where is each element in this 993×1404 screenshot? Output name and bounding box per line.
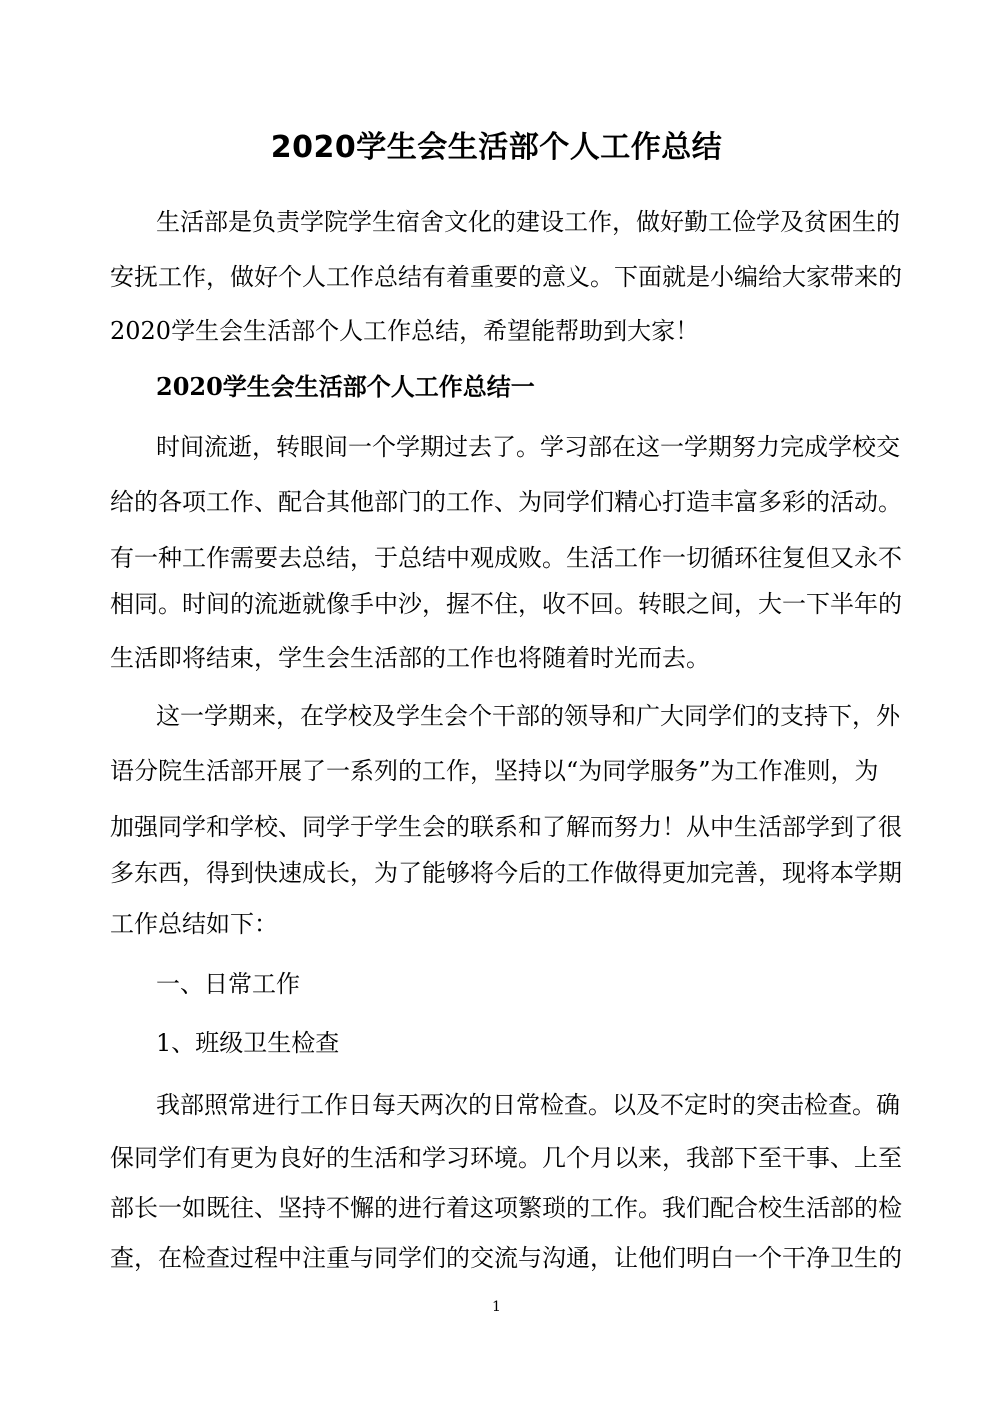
paragraph-line: 时间流逝，转眼间一个学期过去了。学习部在这一学期努力完成学校交 bbox=[156, 433, 900, 461]
paragraph-line: 有一种工作需要去总结，于总结中观成败。生活工作一切循环往复但又永不 bbox=[110, 544, 902, 572]
intro-line: 2020学生会生活部个人工作总结，希望能帮助到大家！ bbox=[110, 317, 700, 345]
paragraph-line: 我部照常进行工作日每天两次的日常检查。以及不定时的突击检查。确 bbox=[156, 1091, 900, 1119]
paragraph-line: 这一学期来，在学校及学生会个干部的领导和广大同学们的支持下，外 bbox=[156, 702, 900, 730]
paragraph-line: 生活即将结束，学生会生活部的工作也将随着时光而去。 bbox=[110, 644, 710, 672]
intro-line: 安抚工作，做好个人工作总结有着重要的意义。下面就是小编给大家带来的 bbox=[110, 263, 902, 291]
paragraph-line: 保同学们有更为良好的生活和学习环境。几个月以来，我部下至干事、上至 bbox=[110, 1144, 902, 1172]
intro-line: 生活部是负责学院学生宿舍文化的建设工作，做好勤工俭学及贫困生的 bbox=[156, 208, 900, 236]
paragraph-line: 查，在检查过程中注重与同学们的交流与沟通，让他们明白一个干净卫生的 bbox=[110, 1244, 902, 1272]
paragraph-line: 相同。时间的流逝就像手中沙，握不住，收不回。转眼之间，大一下半年的 bbox=[110, 590, 902, 618]
paragraph-line: 语分院生活部开展了一系列的工作，坚持以“为同学服务”为工作准则，为 bbox=[110, 757, 879, 785]
paragraph-line: 加强同学和学校、同学于学生会的联系和了解而努力！从中生活部学到了很 bbox=[110, 813, 902, 841]
section-heading: 2020学生会生活部个人工作总结一 bbox=[156, 372, 535, 401]
paragraph-line: 工作总结如下： bbox=[110, 910, 278, 938]
subheading: 1、班级卫生检查 bbox=[156, 1029, 340, 1057]
paragraph-line: 给的各项工作、配合其他部门的工作、为同学们精心打造丰富多彩的活动。 bbox=[110, 488, 902, 516]
page-number: 1 bbox=[492, 1299, 501, 1315]
paragraph-line: 多东西，得到快速成长，为了能够将今后的工作做得更加完善，现将本学期 bbox=[110, 859, 902, 887]
paragraph-line: 部长一如既往、坚持不懈的进行着这项繁琐的工作。我们配合校生活部的检 bbox=[110, 1194, 902, 1222]
document-title: 2020学生会生活部个人工作总结 bbox=[270, 130, 723, 165]
subheading: 一、日常工作 bbox=[156, 970, 300, 998]
